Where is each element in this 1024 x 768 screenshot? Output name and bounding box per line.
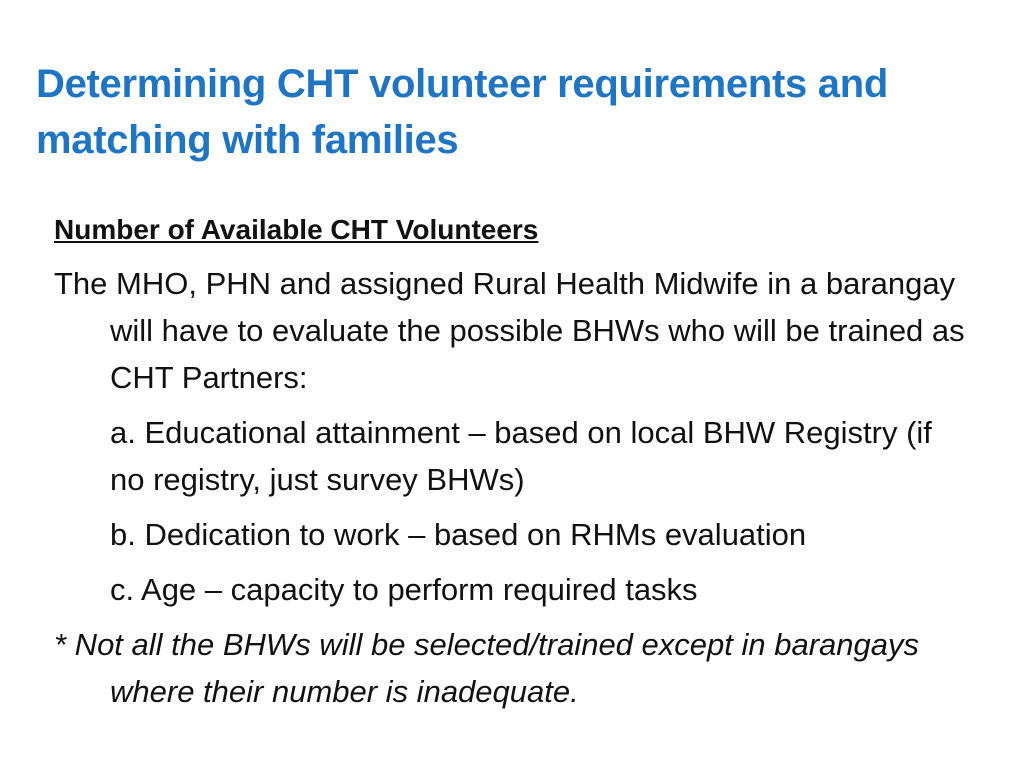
intro-paragraph: The MHO, PHN and assigned Rural Health Midwife in a barangay will have to evaluate the possible BHWs who will be trained as CHT Partners: <box>54 266 965 395</box>
criterion-age: c. Age – capacity to perform required tasks <box>110 572 698 607</box>
section-heading: Number of Available CHT Volunteers <box>54 214 539 245</box>
criterion-educational-attainment: a. Educational attainment – based on local BHW Registry (if no registry, just survey BHWs) <box>110 415 932 497</box>
footnote: * Not all the BHWs will be selected/trained except in barangays where their number is inadequate. <box>54 627 919 709</box>
slide-body <box>54 208 974 715</box>
criterion-dedication: b. Dedication to work – based on RHMs evaluation <box>110 517 807 552</box>
slide-title: Determining CHT volunteer requirements and matching with families <box>36 62 888 162</box>
